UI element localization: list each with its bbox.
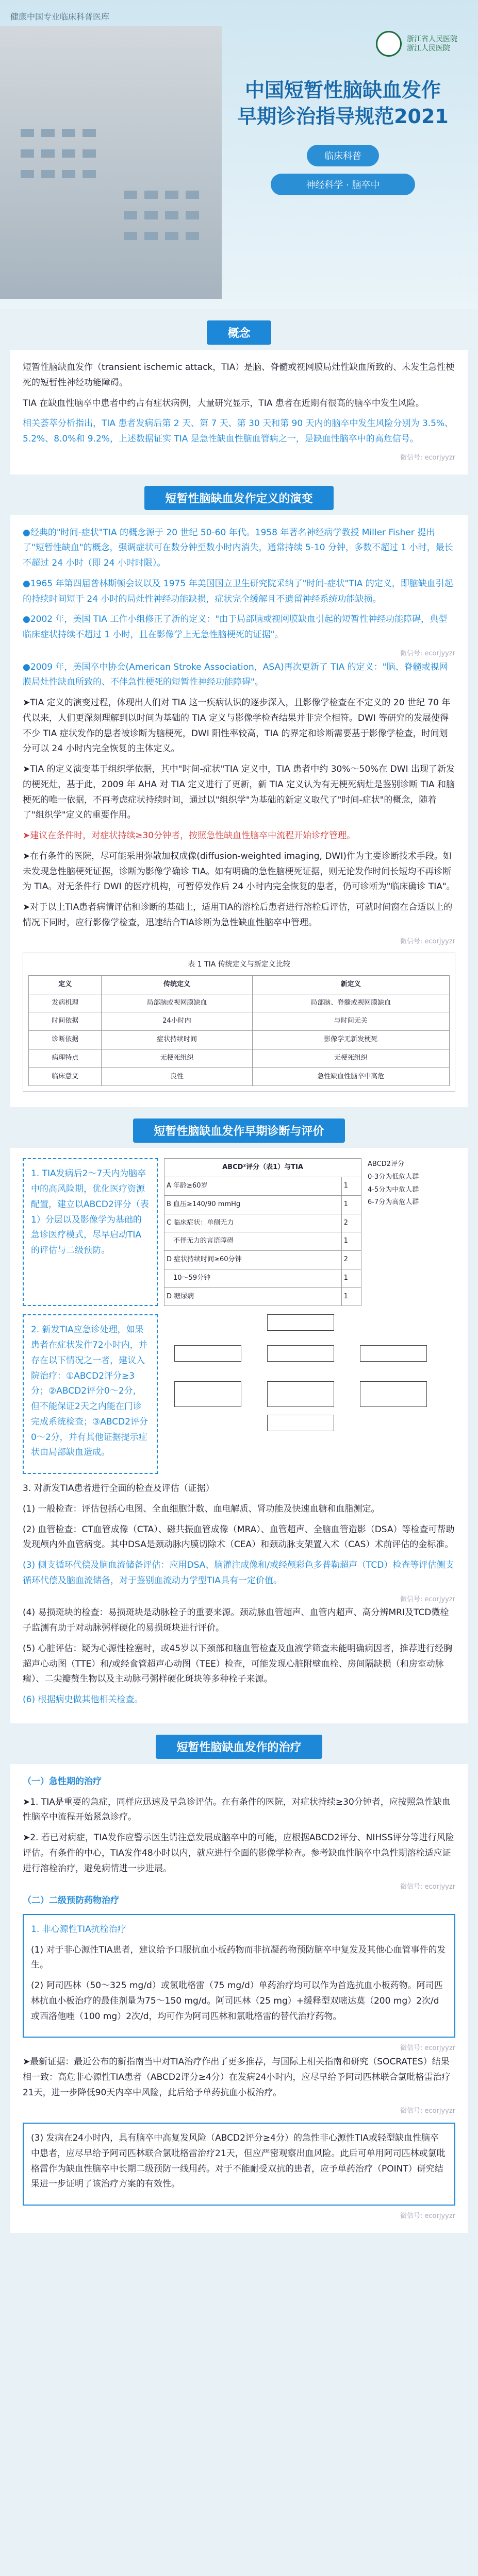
table-row: D 症状持续时间≥60分钟 2 xyxy=(164,1251,361,1269)
paragraph: (5) 心脏评估：疑为心源性栓塞时，或45岁以下颈部和脑血管检查及血液学筛查未能明确病因者，推荐进行经胸超声心动图（TTE）和/或经食管超声心动图（TEE）检查，可能发现心脏附壁血栓、房间隔缺损（和房室动脉瘤）、二尖瓣赘生物以及主动脉弓粥样硬化斑块等多种栓子来源。 xyxy=(23,1643,453,1685)
paragraph: ➤在有条件的医院，尽可能采用弥散加权成像(diffusion-weighted imaging, DWI)作为主要诊断技术手段。如未发现急性脑梗死证据，诊断为影像学确诊 TIA。如有明确的急性脑梗死证据，则无论发作时间长短均不再诊断为 TIA。对无条件行 DWI 的医疗机构，可暂停发作后 24 小时内完全恢复的患者，仍可诊断为"临床确诊 TIA"。 xyxy=(23,851,455,892)
brand-text: 健康中国专业临床科普医库 xyxy=(10,12,110,22)
paragraph: (3) 发病在24小时内，具有脑卒中高复发风险（ABCD2评分≥4分）的急性非心源性TIA或轻型缺血性脑卒中患者，应尽早给予阿司匹林联合氯吡格雷治疗21天，但应严密观察出血风险。此后可单用阿司匹林或氯吡格雷作为缺血性脑卒中长期二级预防一线用药。对于不能耐受双抗的患者，应予单药治疗（POINT）研究结果进一步证明了该治疗方案的有效性。 xyxy=(31,2133,446,2190)
subheading: （一）急性期的治疗 xyxy=(23,1776,102,1787)
watermark: 微信号: ecorjyyzr xyxy=(400,453,455,462)
logo-icon xyxy=(376,31,402,57)
section-concept xyxy=(10,350,468,474)
paragraph: 相关荟萃分析指出，TIA 患者发病后第 2 天、第 7 天、第 30 天和第 90 天内的脑卒中发生风险分别为 3.5%、5.2%、8.0%和 9.2%，上述数据证实 TIA 是急性缺血性脑血管病之一，是缺血性脑卒中的高危信号。 xyxy=(23,418,454,444)
table-header: 传统定义 xyxy=(102,975,252,994)
flow-node xyxy=(267,1345,334,1362)
table-row: B 血压≥140/90 mmHg 1 xyxy=(164,1195,361,1214)
paragraph: ➤建议在条件时，对症状持续≥30分钟者，按照急性缺血性脑卒中流程开始诊疗管理。 xyxy=(23,831,356,841)
table-row: A 年龄≥60岁 1 xyxy=(164,1177,361,1196)
table xyxy=(28,975,450,1087)
paragraph: 短暂性脑缺血发作（transient ischemic attack，TIA）是脑、脊髓或视网膜局灶性缺血所致的、未发生急性梗死的短暂性神经功能障碍。 xyxy=(23,362,455,388)
flow-node xyxy=(174,1345,241,1362)
paragraph: (1) 对于非心源性TIA患者，建议给予口服抗血小板药物而非抗凝药物预防脑卒中复发及其他心血管事件的发生。 xyxy=(31,1944,446,1971)
section-title-concept: 概念 xyxy=(0,320,478,345)
flow-node xyxy=(174,1381,241,1407)
table-row: D 糖尿病 1 xyxy=(164,1287,361,1306)
category-pill: 临床科普 xyxy=(307,145,379,166)
abcd-row xyxy=(23,1158,455,1306)
table-header: 新定义 xyxy=(252,975,450,994)
table-row: C 临床症状：单侧无力 2 xyxy=(164,1214,361,1232)
section-treatment xyxy=(10,1764,468,2233)
table-row: 发病机理 局部脑或视网膜缺血 局部脑、脊髓或视网膜缺血 xyxy=(29,994,450,1012)
definition-comparison-table xyxy=(23,953,455,1092)
watermark: 微信号: ecorjyyzr xyxy=(400,2044,455,2053)
flow-node xyxy=(267,1415,334,1431)
paragraph: ➤最新证据：最近公布的新指南当中对TIA治疗作出了更多推荐，与国际上相关指南和研究（SOCRATES）结果相一致：高危非心源性TIA患者（ABCD2评分≥4分）在发病24小时内，应尽早给予阿司匹林联合氯吡格雷治疗21天，进一步降低90天内卒中风险，此后给予单药抗血小板治疗。 xyxy=(23,2057,451,2098)
paragraph: ➤对于以上TIA患者病情评估和诊断的基础上，适用TIA的溶栓后患者进行溶栓后评估，可就时间窗在合适以上的情况下同时，应行影像学检查，迅速结合TIA诊断为急性缺血性脑卒中管理。 xyxy=(23,902,453,928)
paragraph: TIA 在缺血性脑卒中患者中约占有症状病例，大量研究显示，TIA 患者在近期有很高的脑卒中发生风险。 xyxy=(23,398,424,409)
paragraph: 1. TIA发病后2～7天内为脑卒中的高风险期，优化医疗资源配置，建立以ABCD2评分（表1）分层以及影像学为基础的急诊医疗模式，尽早启动TIA的评估与二级预防。 xyxy=(31,1168,149,1256)
watermark: 微信号: ecorjyyzr xyxy=(400,2107,455,2115)
paragraph: ●2009 年，美国卒中协会(American Stroke Association，ASA)再次更新了 TIA 的定义："脑、脊髓或视网膜局灶性缺血所致的、不伴急性梗死的短暂性神经功能障碍"。 xyxy=(23,662,448,688)
table-row: 不伴无力的言语障碍 1 xyxy=(164,1232,361,1251)
hospital-building-image xyxy=(0,26,222,299)
table-row: 时间依据 24小时内 与时间无关 xyxy=(29,1012,450,1031)
paragraph: ➤TIA 的定义演变基于组织学依据，其中"时间-症状"TIA 定义中，TIA 患者中约 30%～50%在 DWI 出现了新发的梗死灶，基于此，2009 年 AHA 对 TIA 定义进行了更新，新 TIA 定义认为有无梗死病灶是鉴别诊断 TIA 和脑梗死的唯一依据，不再考虑症状持续时间，通过以"组织学"为基础的新定义取代了"时间-症状"的概念，随着了"组织学"定义的重要作用。 xyxy=(23,764,455,821)
paragraph: ●经典的"时间-症状"TIA 的概念源于 20 世纪 50-60 年代。1958 年著名神经病学教授 Miller Fisher 提出了"短暂性缺血"的概念，强调症状可在数分钟至数小时内消失，通常持续 5-10 分钟，多数不超过 1 小时，最长不超过 24 小时（即 24 小时时限）。 xyxy=(23,527,453,568)
paragraph: (2) 血管检查：CT血管成像（CTA）、磁共振血管成像（MRA）、血管超声、全脑血管造影（DSA）等检查可帮助发现颅内外血管病变。其中DSA是颈动脉内膜切除术（CEA）和颈动脉支架置入术（CAS）术前评估的金标准。 xyxy=(23,1524,455,1550)
page-title: 中国短暂性脑缺血发作 早期诊治指导规范2021 xyxy=(237,79,449,128)
flow-node xyxy=(360,1381,427,1407)
abcd-score-figure xyxy=(164,1158,455,1306)
watermark: 微信号: ecorjyyzr xyxy=(400,2212,455,2220)
table-header: 定义 xyxy=(29,975,102,994)
paragraph: ➤2. 若已对病症，TIA发作应警示医生请注意发展成脑卒中的可能，应根据ABCD2评分、NIHSS评分等进行风险评估。有条件的中心，TIA发作48小时以内，就应进行全面的影像学检查。参考缺血性脑卒中急性期溶栓适应证进行溶栓治疗，避免病情进一步进展。 xyxy=(23,1833,454,1874)
table-row: 10～59分钟 1 xyxy=(164,1269,361,1287)
watermark: 微信号: ecorjyyzr xyxy=(400,1883,455,1891)
section-diagnosis xyxy=(10,1148,468,1723)
flow-node xyxy=(267,1314,334,1331)
abcd-risk-levels: ABCD2评分 0-3分为低危人群 4-5分为中危人群 6-7分为高危人群 xyxy=(368,1160,419,1207)
table-caption: 表 1 TIA 传统定义与新定义比较 xyxy=(188,960,290,969)
abcd-note xyxy=(23,1158,158,1306)
tia-flowchart xyxy=(164,1314,455,1474)
paragraph: ➤1. TIA是重要的急症，同样应迅速及早急诊评估。在有条件的医院，对症状持续≥30分钟者，应按照急性缺血性脑卒中流程开始紧急诊疗。 xyxy=(23,1797,451,1823)
hospital-logo xyxy=(376,31,457,57)
paragraph: (3) 侧支循环代偿及脑血流储备评估：应用DSA、脑灌注成像和/或经颅彩色多普勒超声（TCD）检查等评估侧支循环代偿及脑血流储备，对于鉴别血流动力学型TIA具有一定价值。 xyxy=(23,1560,454,1586)
section-title-treatment: 短暂性脑缺血发作的治疗 xyxy=(0,1735,478,1759)
logo-text: 浙江省人民医院 浙江人民医院 xyxy=(407,35,457,53)
paragraph: (4) 易损斑块的检查：易损斑块是动脉栓子的重要来源。颈动脉血管超声、血管内超声、高分辨MRI及TCD微栓子监测有助于对动脉粥样硬化的易损斑块进行评价。 xyxy=(23,1607,449,1633)
table-row: 诊断依据 症状持续时间 影像学无新发梗死 xyxy=(29,1031,450,1049)
paragraph: (6) 根据病史做其他相关检查。 xyxy=(23,1694,143,1705)
watermark: 微信号: ecorjyyzr xyxy=(400,1595,455,1603)
antiplatelet-box xyxy=(23,1914,455,2038)
paragraph: ●1965 年第四届普林斯顿会议以及 1975 年美国国立卫生研究院采纳了"时间-症状"TIA 的定义，即脑缺血引起的持续时间短于 24 小时的局灶性神经功能缺损，症状完全缓解且不遗留神经系统功能缺损。 xyxy=(23,578,453,604)
paragraph: ➤TIA 定义的演变过程，体现出人们对 TIA 这一疾病认识的逐步深入，且影像学检查在不定义的 20 世纪 70 年代以来，人们更深刻理解到以时间为基础的 TIA 定义与影像学检查结果并非完全相符。DWI 等研究的发展使得不少 TIA 症状发作的患者被诊断为脑梗死，DWI 阳性率较高，TIA 的界定和诊断需要基于影像学检查，时间划分可以 24 小时内完全恢复的主体定义。 xyxy=(23,698,451,754)
abcd-score-table xyxy=(164,1158,361,1306)
dual-antiplatelet-box xyxy=(23,2123,455,2206)
topic-pill: 神经科学 · 脑卒中 xyxy=(271,174,415,195)
abcd-title: ABCD²评分（表1）与TIA xyxy=(164,1159,361,1177)
subheading: 1. 非心源性TIA抗栓治疗 xyxy=(31,1924,126,1935)
section-definition xyxy=(10,515,468,1108)
header-banner xyxy=(0,0,478,309)
table-row: 病理特点 无梗死组织 无梗死组织 xyxy=(29,1049,450,1067)
paragraph: (1) 一般检查：评估包括心电图、全血细胞计数、血电解质、肾功能及快速血糖和血脂测定。 xyxy=(23,1503,380,1514)
paragraph: (2) 阿司匹林（50～325 mg/d）或氯吡格雷（75 mg/d）单药治疗均可以作为首选抗血小板药物。阿司匹林抗血小板治疗的最佳剂量为75～150 mg/d。阿司匹林（25 mg）+缓释型双嘧达莫（200 mg）2次/d或西洛他唑（100 mg）2次/d，均可作为阿司匹林和氯吡格雷的替代治疗药物。 xyxy=(31,1980,443,2022)
section-title-definition: 短暂性脑缺血发作定义的演变 xyxy=(0,486,478,510)
paragraph: 2. 新发TIA应急诊处理，如果患者在症状发作72小时内，并存在以下情况之一者，建议入院治疗：①ABCD2评分≥3分；②ABCD2评分0～2分，但不能保证2天之内能在门诊完成系统检查；③ABCD2评分0～2分，并有其他证据提示症状由局部缺血造成。 xyxy=(31,1325,149,1458)
title-block xyxy=(222,77,464,195)
flow-node xyxy=(360,1345,427,1362)
admission-note xyxy=(23,1314,158,1474)
paragraph: 3. 对新发TIA患者进行全面的检查及评估（证据） xyxy=(23,1483,215,1494)
table-row: 临床意义 良性 急性缺血性脑卒中高危 xyxy=(29,1067,450,1086)
watermark: 微信号: ecorjyyzr xyxy=(400,937,455,945)
subheading: （二）二级预防药物治疗 xyxy=(23,1895,119,1906)
section-title-diagnosis: 短暂性脑缺血发作早期诊断与评价 xyxy=(0,1118,478,1143)
paragraph: ●2002 年，美国 TIA 工作小组修正了新的定义："由于局部脑或视网膜缺血引起的短暂性神经功能障碍，典型临床症状持续不超过 1 小时，且在影像学上无急性脑梗死的证据"。 xyxy=(23,614,448,640)
watermark: 微信号: ecorjyyzr xyxy=(400,649,455,657)
flow-row xyxy=(23,1314,455,1474)
flow-node xyxy=(267,1381,334,1407)
